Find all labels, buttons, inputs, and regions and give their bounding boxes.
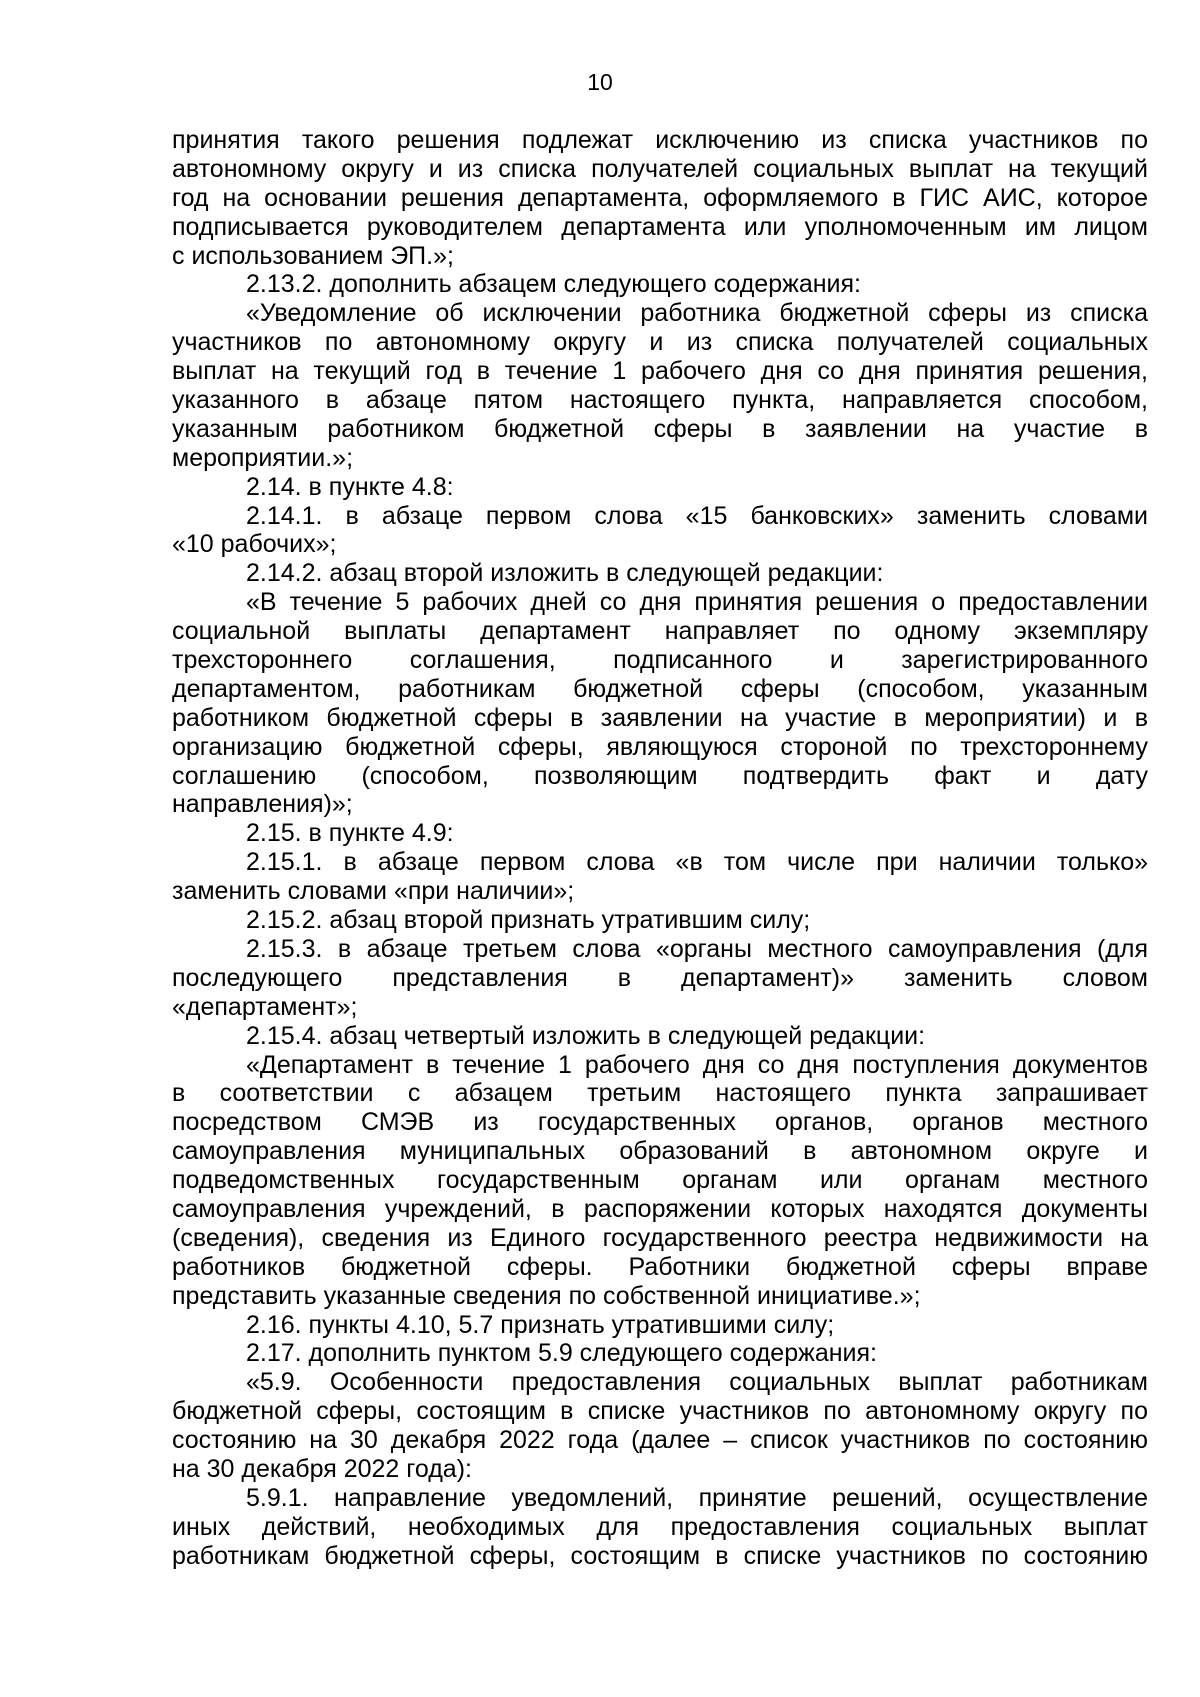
text-line: 2.17. дополнить пунктом 5.9 следующего содержания: (246, 1339, 877, 1368)
text-line: принятия такого решения подлежат исключению из списка участников по (172, 126, 1148, 154)
text-line: указанного в абзаце пятом настоящего пункта, направляется способом, (172, 386, 1148, 415)
text-line: иных действий, необходимых для предоставления социальных выплат (172, 1512, 1148, 1541)
text-line: департаментом, работникам бюджетной сферы (способом, указанным (172, 674, 1148, 703)
text-line: 2.16. пункты 4.10, 5.7 признать утратившими силу; (246, 1310, 835, 1339)
text-line: направления)»; (172, 790, 353, 819)
text-line: на 30 декабря 2022 года): (172, 1454, 472, 1483)
text-line: посредством СМЭВ из государственных органов, органов местного (172, 1108, 1148, 1137)
text-line: соглашению (способом, позволяющим подтвердить факт и дату (172, 761, 1148, 790)
text-line: представить указанные сведения по собственной инициативе.»; (172, 1281, 921, 1310)
text-line: мероприятии.»; (172, 443, 354, 472)
text-line: самоуправления муниципальных образований в автономном округе и (172, 1137, 1148, 1166)
text-line: 2.13.2. дополнить абзацем следующего содержания: (246, 270, 861, 299)
text-line: 2.14. в пункте 4.8: (246, 472, 454, 501)
text-line: 2.15.1. в абзаце первом слова «в том числе при наличии только» (246, 848, 1148, 877)
page-number: 10 (587, 69, 613, 95)
text-line: «Уведомление об исключении работника бюджетной сферы из списка (246, 299, 1148, 328)
text-line: выплат на текущий год в течение 1 рабочего дня со дня принятия решения, (172, 357, 1148, 386)
text-line: 2.15. в пункте 4.9: (246, 819, 454, 848)
text-line: указанным работником бюджетной сферы в заявлении на участие в (172, 414, 1148, 443)
text-line: (сведения), сведения из Единого государственного реестра недвижимости на (172, 1223, 1148, 1252)
text-line: бюджетной сферы, состоящим в списке участников по автономному округу по (172, 1397, 1148, 1426)
text-line: 2.15.4. абзац четвертый изложить в следующей редакции: (246, 1021, 926, 1050)
text-line: 2.14.1. в абзаце первом слова «15 банковских» заменить словами (246, 501, 1148, 530)
text-line: организацию бюджетной сферы, являющуюся стороной по трехстороннему (172, 732, 1148, 761)
text-line: подписывается руководителем департамента или уполномоченным им лицом (172, 212, 1148, 241)
text-line: с использованием ЭП.»; (172, 241, 454, 270)
text-line: последующего представления в департамент)» заменить словом (172, 963, 1148, 992)
text-line: автономному округу и из списка получателей социальных выплат на текущий (172, 154, 1148, 183)
text-line: «10 рабочих»; (172, 530, 337, 559)
text-line: «Департамент в течение 1 рабочего дня со дня поступления документов (246, 1050, 1148, 1079)
text-line: 2.15.2. абзац второй признать утратившим силу; (246, 906, 811, 935)
text-line: год на основании решения департамента, оформляемого в ГИС АИС, которое (172, 183, 1148, 212)
text-line: «В течение 5 рабочих дней со дня принятия решения о предоставлении (246, 588, 1148, 617)
text-line: «5.9. Особенности предоставления социальных выплат работникам (246, 1368, 1148, 1397)
text-line: состоянию на 30 декабря 2022 года (далее – список участников по состоянию (172, 1426, 1148, 1455)
text-line: 5.9.1. направление уведомлений, принятие решений, осуществление (246, 1483, 1148, 1512)
text-line: работников бюджетной сферы. Работники бюджетной сферы вправе (172, 1252, 1148, 1281)
text-line: работником бюджетной сферы в заявлении на участие в мероприятии) и в (172, 703, 1148, 732)
text-line: социальной выплаты департамент направляет по одному экземпляру (172, 617, 1148, 646)
text-line: работникам бюджетной сферы, состоящим в списке участников по состоянию (172, 1541, 1148, 1570)
text-line: заменить словами «при наличии»; (172, 877, 575, 906)
document-body (172, 126, 1148, 1571)
text-line: подведомственных государственным органам или органам местного (172, 1166, 1148, 1195)
text-line: 2.15.3. в абзаце третьем слова «органы местного самоуправления (для (246, 934, 1148, 963)
text-line: «департамент»; (172, 992, 358, 1021)
text-line: 2.14.2. абзац второй изложить в следующей редакции: (246, 559, 884, 588)
text-line: самоуправления учреждений, в распоряжении которых находятся документы (172, 1194, 1148, 1223)
text-line: в соответствии с абзацем третьим настоящего пункта запрашивает (172, 1079, 1148, 1108)
text-line: участников по автономному округу и из списка получателей социальных (172, 328, 1148, 357)
text-line: трехстороннего соглашения, подписанного и зарегистрированного (172, 646, 1148, 675)
